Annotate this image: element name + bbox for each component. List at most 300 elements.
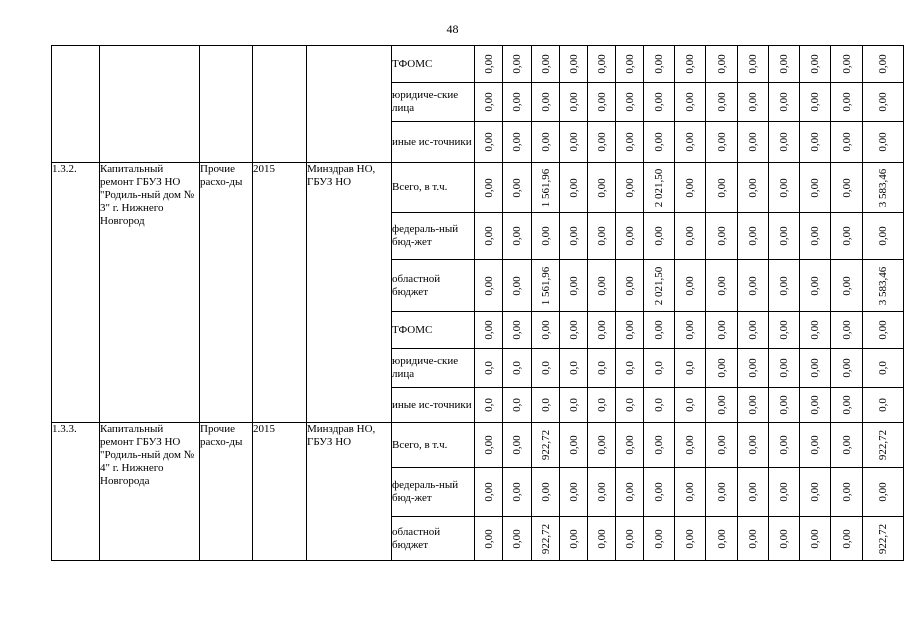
value-text: 0,00	[809, 395, 821, 415]
value-text: 0,00	[595, 54, 608, 74]
value-text: 1 561,96	[539, 168, 552, 207]
table-row	[52, 163, 904, 213]
value-text: 0,00	[567, 92, 580, 112]
value-text: 0,00	[482, 482, 495, 502]
value-cell	[532, 423, 560, 468]
value-text: 0,00	[840, 132, 853, 152]
value-cell	[588, 517, 616, 561]
item-code: 1.3.2.	[52, 163, 100, 423]
value-text: 3 583,46	[877, 168, 889, 207]
value-text: 0,00	[567, 482, 580, 502]
value-text: 0,00	[778, 435, 790, 455]
value-text: 0,00	[778, 54, 790, 74]
value-text: 0,00	[778, 177, 790, 198]
value-text: 0,00	[623, 435, 636, 455]
value-cell	[475, 468, 503, 517]
value-text: 2 021,50	[653, 168, 665, 207]
value-text: 0,00	[809, 92, 821, 112]
value-cell	[644, 213, 675, 260]
value-text: 2 021,50	[653, 266, 665, 305]
value-text: 0,00	[623, 177, 636, 198]
expense-type-cell	[200, 46, 253, 163]
value-text: 0,00	[567, 177, 580, 198]
value-cell	[560, 312, 588, 349]
value-cell	[644, 46, 675, 83]
value-cell	[532, 312, 560, 349]
value-cell	[588, 83, 616, 122]
value-cell	[588, 122, 616, 163]
value-cell	[532, 46, 560, 83]
value-cell	[560, 213, 588, 260]
value-cell	[616, 163, 644, 213]
value-cell	[706, 83, 738, 122]
value-cell	[831, 260, 863, 312]
page-number: 48	[446, 22, 459, 36]
value-cell	[863, 83, 904, 122]
value-text: 0,00	[877, 92, 889, 112]
value-cell	[560, 46, 588, 83]
value-cell	[532, 517, 560, 561]
value-cell	[800, 517, 831, 561]
value-cell	[503, 388, 532, 423]
value-text: 0,00	[840, 528, 853, 549]
value-text: 0,00	[653, 226, 665, 246]
item-year: 2015	[253, 163, 307, 423]
value-cell	[616, 388, 644, 423]
value-text: 0,00	[595, 92, 608, 112]
value-cell	[503, 468, 532, 517]
value-cell	[706, 46, 738, 83]
value-text: 0,0	[511, 398, 523, 412]
value-cell	[738, 517, 769, 561]
value-text: 0,00	[747, 358, 759, 378]
value-text: 0,00	[747, 482, 759, 502]
value-text: 0,00	[511, 320, 523, 340]
value-cell	[532, 163, 560, 213]
value-text: 0,00	[511, 54, 523, 74]
value-text: 0,00	[567, 528, 580, 549]
value-text: 0,00	[511, 528, 523, 549]
value-text: 0,00	[623, 226, 636, 246]
funding-source: Всего, в т.ч.	[392, 163, 475, 213]
value-cell	[475, 260, 503, 312]
value-cell	[475, 312, 503, 349]
value-text: 0,00	[715, 482, 728, 502]
value-text: 0,00	[623, 132, 636, 152]
value-text: 0,00	[840, 226, 853, 246]
value-cell	[616, 517, 644, 561]
value-text: 0,00	[511, 226, 523, 246]
value-cell	[738, 349, 769, 388]
value-text: 0,00	[778, 132, 790, 152]
value-text: 0,00	[539, 226, 552, 246]
value-text: 0,00	[567, 226, 580, 246]
name-cell	[100, 46, 200, 163]
value-text: 0,00	[778, 395, 790, 415]
code-cell	[52, 46, 100, 163]
value-text: 0,00	[684, 275, 696, 296]
value-cell	[706, 122, 738, 163]
value-cell	[616, 260, 644, 312]
value-cell	[560, 260, 588, 312]
value-text: 0,00	[747, 275, 759, 296]
value-cell	[800, 163, 831, 213]
value-text: 0,00	[778, 528, 790, 549]
value-text: 0,00	[482, 226, 495, 246]
value-text: 0,00	[809, 226, 821, 246]
value-cell	[706, 388, 738, 423]
value-text: 0,00	[747, 528, 759, 549]
value-cell	[503, 46, 532, 83]
value-cell	[644, 517, 675, 561]
value-text: 0,00	[595, 482, 608, 502]
value-cell	[644, 468, 675, 517]
value-cell	[616, 349, 644, 388]
value-cell	[738, 468, 769, 517]
value-cell	[588, 163, 616, 213]
value-cell	[706, 517, 738, 561]
value-text: 0,00	[539, 132, 552, 152]
value-text: 0,0	[482, 398, 495, 412]
value-text: 0,00	[840, 358, 853, 378]
value-text: 0,00	[511, 177, 523, 198]
value-cell	[560, 163, 588, 213]
value-text: 0,00	[840, 320, 853, 340]
value-cell	[675, 46, 706, 83]
value-text: 0,0	[653, 361, 665, 375]
value-text: 0,00	[482, 435, 495, 455]
value-cell	[588, 260, 616, 312]
value-text: 0,00	[747, 320, 759, 340]
value-text: 0,00	[482, 528, 495, 549]
value-cell	[503, 517, 532, 561]
value-cell	[616, 46, 644, 83]
value-cell	[475, 46, 503, 83]
value-cell	[532, 260, 560, 312]
value-text: 0,00	[809, 54, 821, 74]
value-cell	[831, 388, 863, 423]
value-text: 0,00	[539, 92, 552, 112]
value-cell	[503, 122, 532, 163]
value-text: 0,00	[715, 395, 728, 415]
value-cell	[644, 349, 675, 388]
value-text: 0,00	[511, 275, 523, 296]
value-text: 0,00	[809, 482, 821, 502]
value-text: 0,00	[747, 226, 759, 246]
value-cell	[800, 468, 831, 517]
value-cell	[644, 122, 675, 163]
value-text: 0,00	[715, 320, 728, 340]
value-cell	[863, 46, 904, 83]
value-cell	[588, 312, 616, 349]
value-text: 0,00	[778, 482, 790, 502]
value-cell	[738, 213, 769, 260]
value-cell	[532, 388, 560, 423]
value-text: 0,0	[539, 398, 552, 412]
value-cell	[503, 163, 532, 213]
value-cell	[769, 83, 800, 122]
value-text: 0,00	[684, 177, 696, 198]
value-cell	[738, 163, 769, 213]
value-cell	[706, 213, 738, 260]
value-text: 0,00	[511, 435, 523, 455]
value-text: 0,00	[715, 358, 728, 378]
value-cell	[706, 312, 738, 349]
value-cell	[769, 349, 800, 388]
value-cell	[738, 122, 769, 163]
value-cell	[675, 423, 706, 468]
value-cell	[644, 260, 675, 312]
funding-source: иные ис-точники	[392, 122, 475, 163]
value-text: 0,00	[653, 435, 665, 455]
value-text: 0,0	[623, 398, 636, 412]
value-cell	[560, 349, 588, 388]
value-text: 0,00	[747, 132, 759, 152]
value-cell	[675, 468, 706, 517]
value-text: 0,00	[715, 528, 728, 549]
value-cell	[800, 83, 831, 122]
value-text: 0,00	[567, 320, 580, 340]
funding-source: Всего, в т.ч.	[392, 423, 475, 468]
value-cell	[769, 213, 800, 260]
value-cell	[560, 423, 588, 468]
value-cell	[588, 349, 616, 388]
funding-source: юридиче-ские лица	[392, 349, 475, 388]
value-text: 0,00	[653, 132, 665, 152]
value-cell	[616, 468, 644, 517]
value-cell	[503, 83, 532, 122]
value-cell	[706, 468, 738, 517]
value-cell	[831, 468, 863, 517]
value-text: 0,00	[482, 54, 495, 74]
value-text: 0,00	[539, 482, 552, 502]
value-text: 0,00	[715, 275, 728, 296]
value-text: 0,00	[684, 528, 696, 549]
value-text: 0,0	[567, 398, 580, 412]
value-cell	[706, 423, 738, 468]
value-cell	[644, 163, 675, 213]
value-cell	[588, 468, 616, 517]
value-text: 0,0	[623, 361, 636, 375]
value-text: 0,00	[595, 435, 608, 455]
value-text: 0,00	[840, 92, 853, 112]
value-text: 0,00	[778, 358, 790, 378]
value-cell	[831, 349, 863, 388]
value-cell	[560, 517, 588, 561]
value-cell	[863, 468, 904, 517]
expense-type: Прочие расхо-ды	[200, 163, 253, 423]
value-text: 0,00	[511, 482, 523, 502]
value-cell	[738, 388, 769, 423]
value-cell	[769, 388, 800, 423]
value-text: 0,00	[482, 92, 495, 112]
value-text: 0,00	[840, 482, 853, 502]
value-text: 0,00	[747, 435, 759, 455]
value-cell	[769, 122, 800, 163]
value-text: 0,00	[684, 132, 696, 152]
value-text: 922,72	[877, 523, 889, 554]
value-cell	[475, 423, 503, 468]
value-text: 0,00	[623, 528, 636, 549]
value-cell	[863, 312, 904, 349]
value-cell	[503, 312, 532, 349]
value-text: 0,00	[511, 92, 523, 112]
value-cell	[800, 312, 831, 349]
value-text: 0,00	[840, 275, 853, 296]
value-cell	[560, 388, 588, 423]
value-cell	[675, 388, 706, 423]
funding-source: федераль-ный бюд-жет	[392, 213, 475, 260]
value-text: 0,0	[653, 398, 665, 412]
value-text: 0,00	[747, 54, 759, 74]
value-cell	[800, 122, 831, 163]
value-text: 0,0	[684, 361, 696, 375]
value-cell	[831, 423, 863, 468]
value-text: 0,00	[840, 435, 853, 455]
value-cell	[800, 388, 831, 423]
value-cell	[738, 46, 769, 83]
value-cell	[863, 517, 904, 561]
value-cell	[475, 388, 503, 423]
value-text: 0,00	[653, 54, 665, 74]
value-text: 0,00	[595, 226, 608, 246]
value-text: 0,00	[778, 92, 790, 112]
value-text: 0,0	[684, 398, 696, 412]
value-text: 0,00	[623, 320, 636, 340]
value-cell	[503, 260, 532, 312]
value-cell	[831, 83, 863, 122]
value-cell	[769, 517, 800, 561]
value-cell	[831, 517, 863, 561]
value-cell	[863, 260, 904, 312]
value-cell	[644, 312, 675, 349]
value-text: 0,00	[715, 226, 728, 246]
value-cell	[644, 388, 675, 423]
value-text: 0,00	[809, 275, 821, 296]
value-cell	[769, 423, 800, 468]
year-cell	[253, 46, 307, 163]
executor-cell	[307, 46, 392, 163]
value-cell	[769, 312, 800, 349]
value-cell	[644, 423, 675, 468]
value-text: 0,00	[511, 132, 523, 152]
value-text: 0,00	[623, 275, 636, 296]
value-cell	[503, 423, 532, 468]
value-cell	[532, 468, 560, 517]
value-cell	[560, 122, 588, 163]
value-text: 0,00	[653, 528, 665, 549]
value-cell	[831, 46, 863, 83]
value-cell	[616, 83, 644, 122]
funding-source: областной бюджет	[392, 260, 475, 312]
value-text: 0,00	[877, 482, 889, 502]
value-text: 0,00	[715, 435, 728, 455]
value-cell	[738, 260, 769, 312]
value-cell	[706, 260, 738, 312]
value-text: 0,00	[684, 435, 696, 455]
item-year: 2015	[253, 423, 307, 561]
value-text: 0,00	[715, 177, 728, 198]
value-text: 0,00	[747, 177, 759, 198]
table-row	[52, 423, 904, 468]
value-cell	[863, 423, 904, 468]
item-name: Капитальный ремонт ГБУЗ НО "Родиль-ный дом № 4" г. Нижнего Новгорода	[100, 423, 200, 561]
value-cell	[831, 163, 863, 213]
value-cell	[503, 349, 532, 388]
value-text: 0,00	[809, 177, 821, 198]
value-cell	[475, 517, 503, 561]
value-cell	[738, 423, 769, 468]
value-text: 0,00	[684, 92, 696, 112]
value-text: 0,0	[595, 361, 608, 375]
value-text: 0,00	[809, 320, 821, 340]
value-text: 0,00	[595, 320, 608, 340]
value-cell	[675, 517, 706, 561]
value-text: 0,00	[778, 226, 790, 246]
budget-table	[51, 45, 904, 561]
value-text: 0,00	[684, 482, 696, 502]
value-cell	[769, 46, 800, 83]
value-cell	[475, 83, 503, 122]
value-cell	[831, 312, 863, 349]
value-text: 0,00	[623, 92, 636, 112]
value-cell	[831, 213, 863, 260]
value-cell	[675, 163, 706, 213]
value-cell	[675, 83, 706, 122]
value-cell	[706, 349, 738, 388]
executor: Минздрав НО, ГБУЗ НО	[307, 423, 392, 561]
value-cell	[863, 122, 904, 163]
value-cell	[675, 213, 706, 260]
value-cell	[532, 213, 560, 260]
value-cell	[616, 122, 644, 163]
value-cell	[588, 423, 616, 468]
value-cell	[616, 312, 644, 349]
value-cell	[800, 349, 831, 388]
value-text: 0,0	[595, 398, 608, 412]
value-text: 0,0	[482, 361, 495, 375]
value-cell	[738, 83, 769, 122]
value-cell	[644, 83, 675, 122]
funding-source: федераль-ный бюд-жет	[392, 468, 475, 517]
value-text: 0,00	[840, 395, 853, 415]
item-name: Капитальный ремонт ГБУЗ НО "Родиль-ный дом № 3" г. Нижнего Новгород	[100, 163, 200, 423]
value-text: 0,00	[482, 275, 495, 296]
value-cell	[800, 46, 831, 83]
value-cell	[616, 423, 644, 468]
value-text: 0,00	[840, 54, 853, 74]
value-cell	[706, 163, 738, 213]
executor: Минздрав НО, ГБУЗ НО	[307, 163, 392, 423]
value-cell	[475, 213, 503, 260]
funding-source: ТФОМС	[392, 312, 475, 349]
value-text: 0,00	[877, 320, 889, 340]
value-text: 0,0	[567, 361, 580, 375]
value-cell	[675, 260, 706, 312]
value-text: 922,72	[539, 429, 552, 461]
value-cell	[800, 213, 831, 260]
value-cell	[532, 122, 560, 163]
value-cell	[769, 260, 800, 312]
value-cell	[560, 83, 588, 122]
value-text: 0,00	[877, 226, 889, 246]
value-text: 0,00	[715, 54, 728, 74]
value-cell	[675, 349, 706, 388]
value-text: 922,72	[539, 523, 552, 554]
value-text: 0,00	[567, 54, 580, 74]
value-text: 0,00	[567, 132, 580, 152]
value-text: 922,72	[877, 429, 889, 461]
